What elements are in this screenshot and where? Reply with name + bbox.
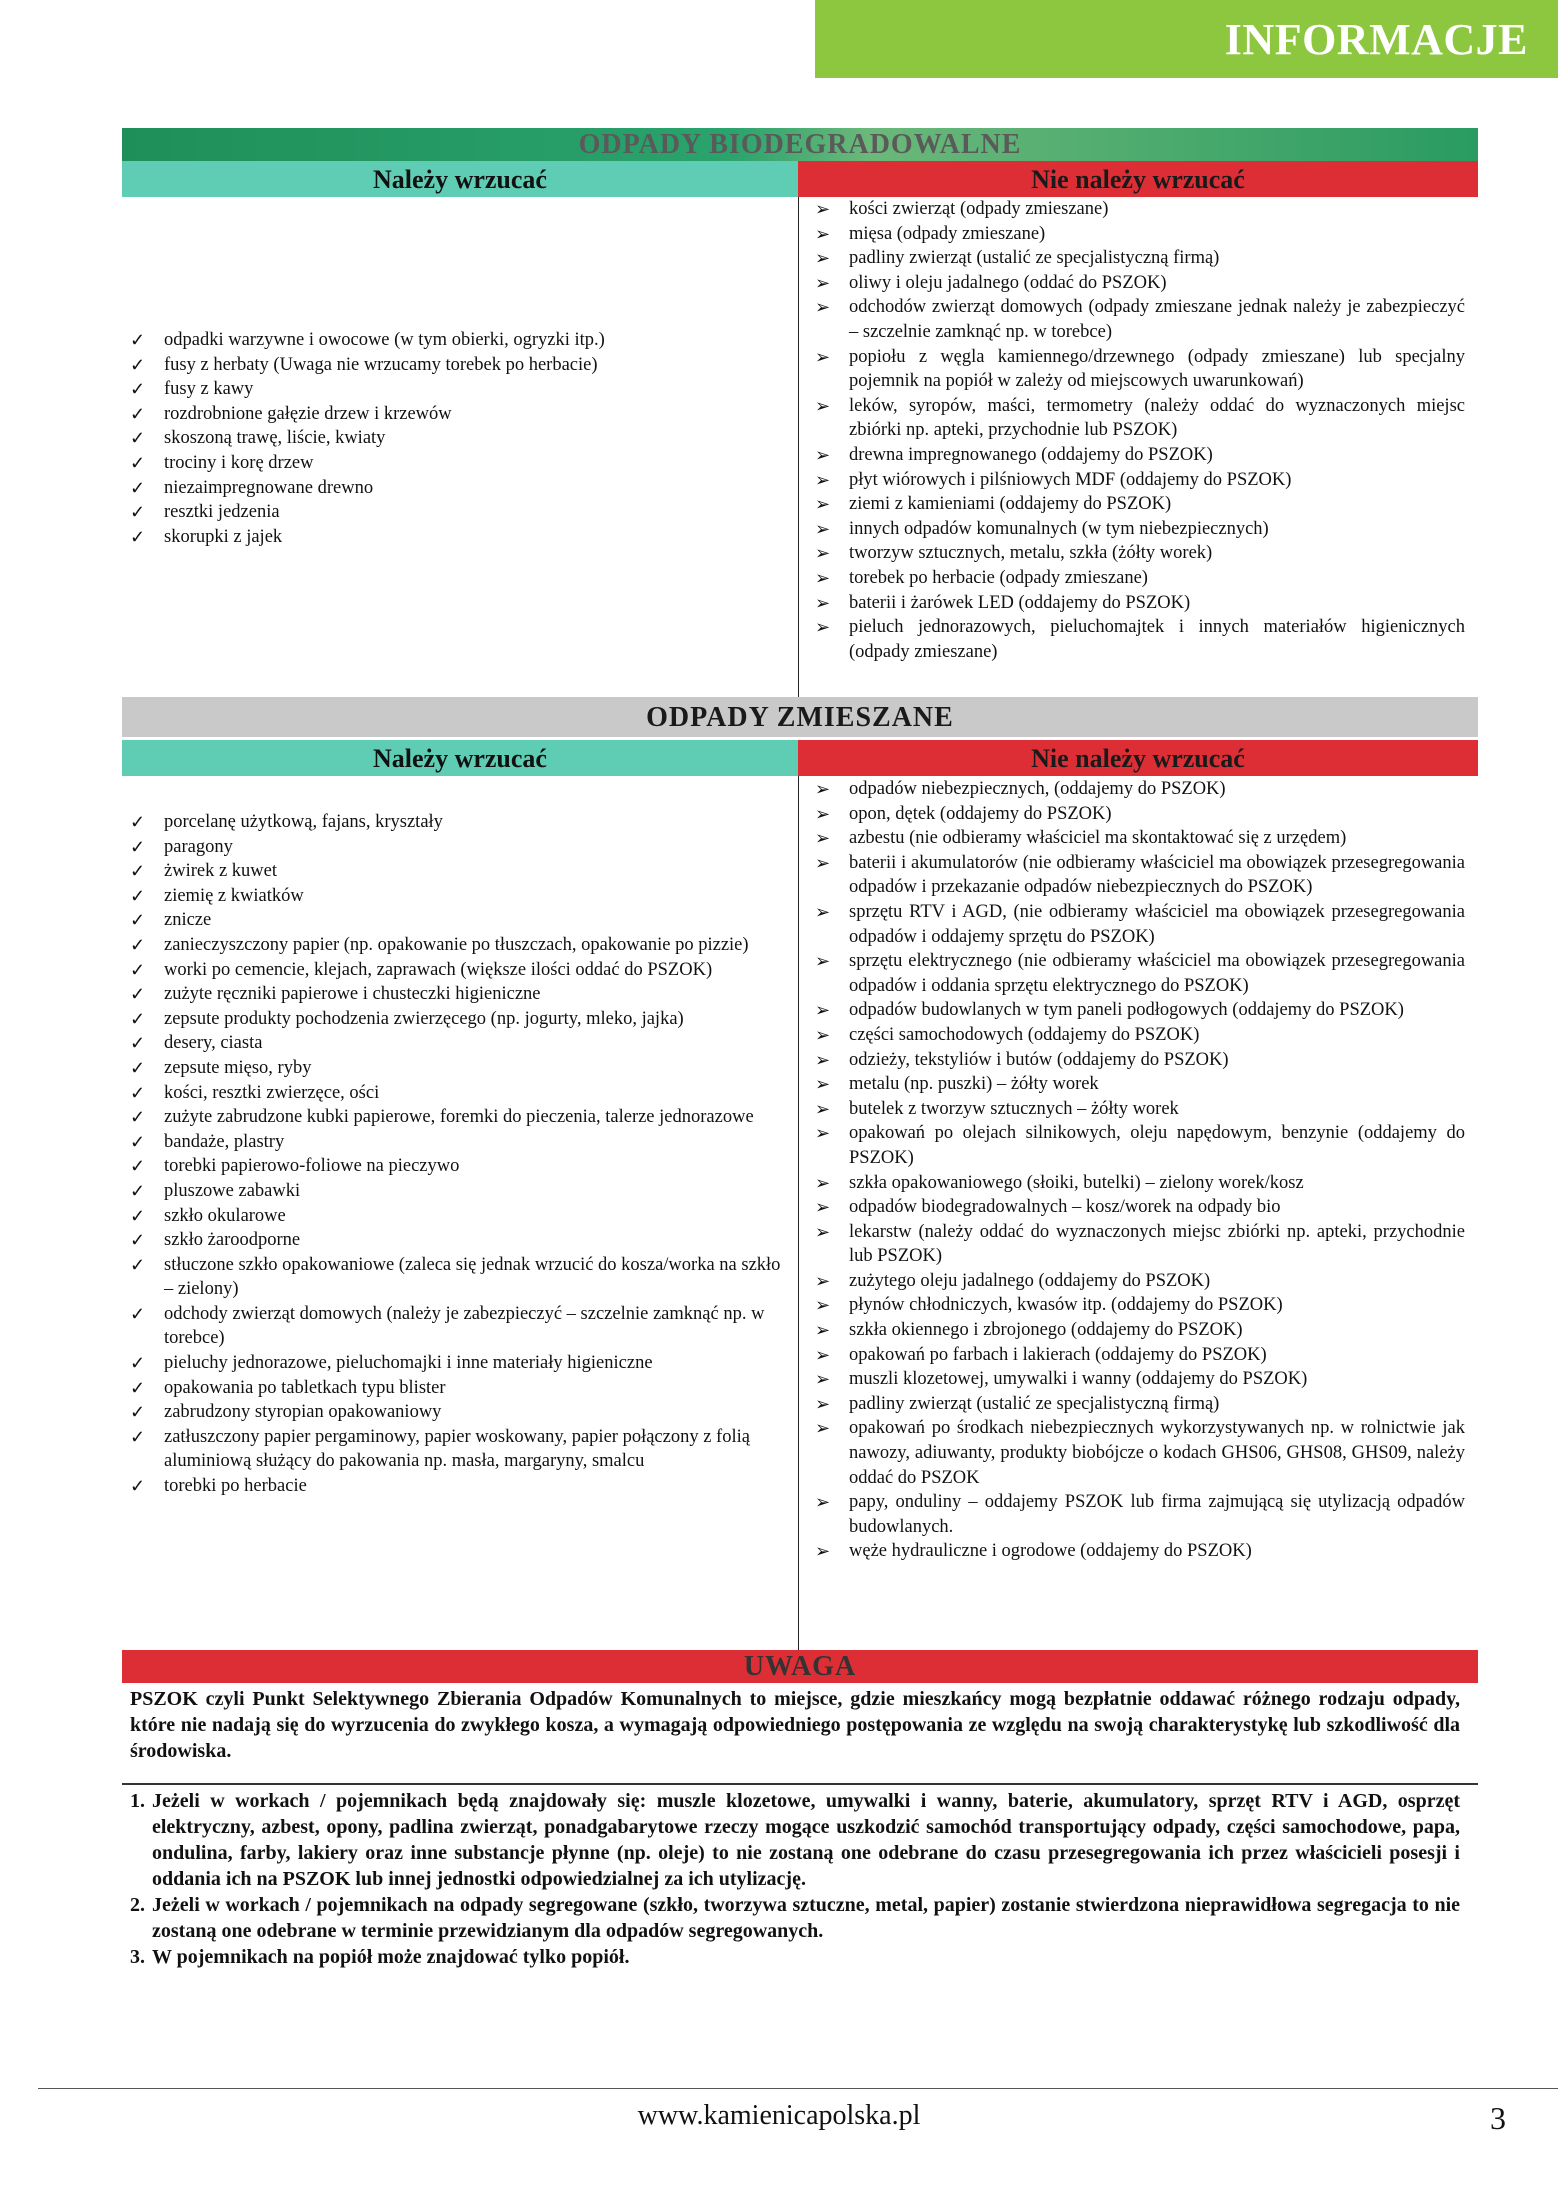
list-item-text: metalu (np. puszki) – żółty worek bbox=[849, 1074, 1099, 1095]
check-mark-icon: ✓ bbox=[130, 379, 146, 400]
list-item-text: płyt wiórowych i pilśniowych MDF (oddajemy do PSZOK) bbox=[849, 469, 1292, 490]
list-item-text: odpadki warzywne i owocowe (w tym obierki, ogryzki itp.) bbox=[164, 330, 605, 350]
arrow-head-icon: ➢ bbox=[815, 1320, 831, 1341]
list-item bbox=[130, 1007, 785, 1032]
list-item-text: odchody zwierząt domowych (należy je zabezpieczyć – szczelnie zamknąć np. w torebce) bbox=[164, 1303, 765, 1349]
list-item-text: odpadów biodegradowalnych – kosz/worek na odpady bio bbox=[849, 1197, 1281, 1218]
list-item-text: szkła opakowaniowego (słoiki, butelki) – zielony worek/kosz bbox=[849, 1172, 1304, 1193]
list-item-text: skoszoną trawę, liście, kwiaty bbox=[164, 428, 386, 449]
check-mark-icon: ✓ bbox=[130, 885, 146, 906]
arrow-head-icon: ➢ bbox=[815, 592, 831, 613]
list-item bbox=[815, 1220, 1465, 1269]
arrow-head-icon: ➢ bbox=[815, 617, 831, 638]
footer-divider bbox=[38, 2088, 1558, 2089]
arrow-head-icon: ➢ bbox=[815, 1270, 831, 1291]
uwaga-title: UWAGA bbox=[122, 1650, 1478, 1683]
list-item-text: szkła okiennego i zbrojonego (oddajemy do PSZOK) bbox=[849, 1320, 1243, 1341]
list-item bbox=[815, 591, 1465, 616]
list-item bbox=[815, 1171, 1465, 1196]
list-item bbox=[130, 500, 785, 525]
list-item bbox=[130, 1204, 785, 1229]
arrow-head-icon: ➢ bbox=[815, 494, 831, 515]
note-text: W pojemnikach na popiół może znajdować tylko popiół. bbox=[152, 1946, 630, 1968]
arrow-head-icon: ➢ bbox=[815, 543, 831, 564]
check-mark-icon: ✓ bbox=[130, 428, 146, 449]
list-item bbox=[130, 1474, 785, 1499]
check-mark-icon: ✓ bbox=[130, 526, 146, 547]
list-item bbox=[130, 835, 785, 860]
arrow-head-icon: ➢ bbox=[815, 1123, 831, 1144]
arrow-head-icon: ➢ bbox=[815, 1197, 831, 1218]
arrow-head-icon: ➢ bbox=[815, 1000, 831, 1021]
check-mark-icon: ✓ bbox=[130, 934, 146, 955]
arrow-head-icon: ➢ bbox=[815, 272, 831, 293]
list-item bbox=[130, 1105, 785, 1130]
list-item-text: szkło okularowe bbox=[164, 1205, 286, 1226]
note-text: Jeżeli w workach / pojemnikach na odpady segregowane (szkło, tworzywa sztuczne, metal, papier) zostanie stwierdzona nieprawidłowa segregacja to nie zostaną one odebrane w terminie przewidzianym dla odpadów segregowanych. bbox=[152, 1894, 1460, 1942]
list-item-text: lekarstw (należy oddać do wyznaczonych miejsc zbiórki np. apteki, przychodnie lub PSZOK) bbox=[849, 1221, 1465, 1267]
list-item bbox=[130, 525, 785, 550]
check-mark-icon: ✓ bbox=[130, 1303, 146, 1324]
list-item-text: trociny i korę drzew bbox=[164, 452, 314, 473]
list-item-text: odpadów budowlanych w tym paneli podłogowych (oddajemy do PSZOK) bbox=[849, 1000, 1404, 1021]
list-item-text: opakowania po tabletkach typu blister bbox=[164, 1377, 446, 1398]
divider bbox=[122, 1783, 1478, 1785]
list-item bbox=[815, 615, 1465, 664]
check-mark-icon: ✓ bbox=[130, 1107, 146, 1128]
mixed-forbidden-heading: Nie należy wrzucać bbox=[798, 740, 1478, 776]
list-item-text: ziemi z kamieniami (oddajemy do PSZOK) bbox=[849, 494, 1172, 515]
list-item bbox=[130, 1253, 785, 1302]
list-item bbox=[130, 958, 785, 983]
list-item bbox=[130, 426, 785, 451]
check-mark-icon: ✓ bbox=[130, 1156, 146, 1177]
bio-allowed-heading: Należy wrzucać bbox=[122, 161, 798, 197]
list-item-text: pieluchy jednorazowe, pieluchomajki i inne materiały higieniczne bbox=[164, 1353, 653, 1374]
list-item bbox=[130, 908, 785, 933]
list-item bbox=[130, 451, 785, 476]
list-item-text: zużytego oleju jadalnego (oddajemy do PSZOK) bbox=[849, 1270, 1211, 1291]
arrow-head-icon: ➢ bbox=[815, 444, 831, 465]
note-number: 3. bbox=[130, 1946, 145, 1968]
check-mark-icon: ✓ bbox=[130, 1082, 146, 1103]
check-mark-icon: ✓ bbox=[130, 812, 146, 832]
list-item-text: fusy z kawy bbox=[164, 379, 254, 400]
check-mark-icon: ✓ bbox=[130, 836, 146, 857]
arrow-head-icon: ➢ bbox=[815, 803, 831, 824]
note-item bbox=[130, 1788, 1460, 1892]
list-item-text: pluszowe zabawki bbox=[164, 1180, 301, 1201]
list-item-text: zużyte ręczniki papierowe i chusteczki higieniczne bbox=[164, 984, 541, 1005]
bio-allowed-list bbox=[130, 328, 785, 549]
list-item bbox=[130, 859, 785, 884]
list-item-text: zepsute mięso, ryby bbox=[164, 1057, 312, 1078]
footer-url[interactable]: www.kamienicapolska.pl bbox=[637, 2100, 921, 2131]
list-item bbox=[815, 1097, 1465, 1122]
list-item-text: baterii i żarówek LED (oddajemy do PSZOK) bbox=[849, 592, 1191, 613]
list-item bbox=[815, 1539, 1465, 1564]
arrow-head-icon: ➢ bbox=[815, 1098, 831, 1119]
list-item-text: zepsute produkty pochodzenia zwierzęcego (np. jogurty, mleko, jajka) bbox=[164, 1008, 684, 1029]
list-item bbox=[815, 1416, 1465, 1490]
list-item-text: opakowań po farbach i lakierach (oddajemy do PSZOK) bbox=[849, 1344, 1267, 1365]
arrow-head-icon: ➢ bbox=[815, 901, 831, 922]
list-item bbox=[815, 222, 1465, 247]
list-item-text: leków, syropów, maści, termometry (należy oddać do wyznaczonych miejsc zbiórki np. apteki, przychodnie lub PSZOK) bbox=[849, 395, 1465, 441]
list-item bbox=[130, 810, 785, 835]
page-number: 3 bbox=[1490, 2100, 1506, 2136]
list-item bbox=[130, 1130, 785, 1155]
check-mark-icon: ✓ bbox=[130, 910, 146, 931]
list-item bbox=[815, 443, 1465, 468]
list-item-text: sprzętu RTV i AGD, (nie odbieramy właściciel ma obowiązek przesegregowania odpadów i oddajemy sprzętu do PSZOK) bbox=[849, 901, 1465, 947]
list-item-text: płynów chłodniczych, kwasów itp. (oddajemy do PSZOK) bbox=[849, 1295, 1283, 1316]
list-item bbox=[130, 1179, 785, 1204]
arrow-head-icon: ➢ bbox=[815, 469, 831, 490]
check-mark-icon: ✓ bbox=[130, 1426, 146, 1447]
list-item-text: worki po cemencie, klejach, zaprawach (większe ilości oddać do PSZOK) bbox=[164, 959, 713, 980]
arrow-head-icon: ➢ bbox=[815, 1049, 831, 1070]
check-mark-icon: ✓ bbox=[130, 502, 146, 523]
list-item bbox=[130, 1302, 785, 1351]
list-item-text: torebki po herbacie bbox=[164, 1476, 307, 1497]
list-item bbox=[815, 851, 1465, 900]
list-item bbox=[130, 884, 785, 909]
list-item bbox=[130, 1400, 785, 1425]
list-item-text: rozdrobnione gałęzie drzew i krzewów bbox=[164, 403, 452, 424]
check-mark-icon: ✓ bbox=[130, 1008, 146, 1029]
check-mark-icon: ✓ bbox=[130, 403, 146, 424]
arrow-head-icon: ➢ bbox=[815, 1418, 831, 1439]
list-item bbox=[130, 353, 785, 378]
list-item-text: odzieży, tekstyliów i butów (oddajemy do PSZOK) bbox=[849, 1049, 1229, 1070]
arrow-head-icon: ➢ bbox=[815, 1024, 831, 1045]
info-badge: INFORMACJE bbox=[815, 0, 1558, 78]
list-item-text: żwirek z kuwet bbox=[164, 861, 278, 882]
list-item bbox=[815, 949, 1465, 998]
list-item-text: odchodów zwierząt domowych (odpady zmieszane jednak należy je zabezpieczyć – szczelnie zamknąć np. w torebce) bbox=[849, 297, 1465, 342]
list-item-text: tworzyw sztucznych, metalu, szkła (żółty worek) bbox=[849, 543, 1213, 564]
list-item-text: opakowań po środkach niebezpiecznych wykorzystywanych np. w rolnictwie jak nawozy, adiuwanty, produkty biobójcze o kodach GHS06, GHS08, GHS09, należy oddać do PSZOK bbox=[849, 1418, 1465, 1488]
arrow-head-icon: ➢ bbox=[815, 1074, 831, 1095]
list-item bbox=[815, 900, 1465, 949]
arrow-head-icon: ➢ bbox=[815, 1541, 831, 1562]
list-item bbox=[815, 1072, 1465, 1097]
check-mark-icon: ✓ bbox=[130, 330, 146, 350]
list-item bbox=[815, 1343, 1465, 1368]
list-item bbox=[130, 933, 785, 958]
list-item-text: opakowań po olejach silnikowych, oleju napędowym, benzynie (oddajemy do PSZOK) bbox=[849, 1123, 1465, 1168]
list-item-text: odpadów niebezpiecznych, (oddajemy do PSZOK) bbox=[849, 779, 1226, 799]
list-item bbox=[815, 1048, 1465, 1073]
mixed-section-title: ODPADY ZMIESZANE bbox=[122, 697, 1478, 737]
list-item-text: pieluch jednorazowych, pieluchomajtek i innych materiałów higienicznych (odpady zmieszane) bbox=[849, 617, 1465, 662]
list-item bbox=[815, 492, 1465, 517]
bio-section-title: ODPADY BIODEGRADOWALNE bbox=[122, 128, 1478, 161]
list-item bbox=[130, 1425, 785, 1474]
check-mark-icon: ✓ bbox=[130, 1033, 146, 1054]
list-item bbox=[815, 345, 1465, 394]
list-item bbox=[815, 541, 1465, 566]
list-item-text: papy, onduliny – oddajemy PSZOK lub firma zajmującą się utylizacją odpadów budowlanych. bbox=[849, 1492, 1465, 1537]
note-item bbox=[130, 1944, 1460, 1970]
arrow-head-icon: ➢ bbox=[815, 1369, 831, 1390]
check-mark-icon: ✓ bbox=[130, 1131, 146, 1152]
list-item-text: padliny zwierząt (ustalić ze specjalistyczną firmą) bbox=[849, 1393, 1220, 1414]
arrow-head-icon: ➢ bbox=[815, 852, 831, 873]
list-item bbox=[815, 246, 1465, 271]
list-item bbox=[815, 998, 1465, 1023]
list-item-text: zużyte zabrudzone kubki papierowe, foremki do pieczenia, talerze jednorazowe bbox=[164, 1107, 754, 1128]
arrow-head-icon: ➢ bbox=[815, 1172, 831, 1193]
list-item bbox=[815, 1269, 1465, 1294]
arrow-head-icon: ➢ bbox=[815, 1393, 831, 1414]
check-mark-icon: ✓ bbox=[130, 452, 146, 473]
list-item bbox=[815, 1195, 1465, 1220]
list-item bbox=[130, 1056, 785, 1081]
arrow-head-icon: ➢ bbox=[815, 1344, 831, 1365]
list-item bbox=[815, 1367, 1465, 1392]
list-item bbox=[130, 982, 785, 1007]
check-mark-icon: ✓ bbox=[130, 1402, 146, 1423]
arrow-head-icon: ➢ bbox=[815, 828, 831, 849]
list-item-text: ziemię z kwiatków bbox=[164, 885, 304, 906]
arrow-head-icon: ➢ bbox=[815, 1492, 831, 1513]
list-item-text: torebek po herbacie (odpady zmieszane) bbox=[849, 567, 1148, 588]
list-item-text: resztki jedzenia bbox=[164, 502, 280, 523]
list-item-text: muszli klozetowej, umywalki i wanny (oddajemy do PSZOK) bbox=[849, 1369, 1308, 1390]
list-item bbox=[130, 328, 785, 353]
list-item-text: fusy z herbaty (Uwaga nie wrzucamy torebek po herbacie) bbox=[164, 354, 598, 375]
list-item bbox=[815, 197, 1465, 222]
mixed-column-divider bbox=[798, 776, 799, 1650]
list-item bbox=[815, 802, 1465, 827]
list-item-text: oliwy i oleju jadalnego (oddać do PSZOK) bbox=[849, 272, 1167, 293]
list-item bbox=[815, 777, 1465, 802]
list-item bbox=[815, 1023, 1465, 1048]
list-item-text: zanieczyszczony papier (np. opakowanie po tłuszczach, opakowanie po pizzie) bbox=[164, 934, 749, 955]
list-item-text: porcelanę użytkową, fajans, kryształy bbox=[164, 812, 443, 832]
arrow-head-icon: ➢ bbox=[815, 223, 831, 244]
arrow-head-icon: ➢ bbox=[815, 248, 831, 269]
list-item bbox=[130, 402, 785, 427]
bio-forbidden-list bbox=[815, 197, 1465, 664]
list-item bbox=[815, 1392, 1465, 1417]
bio-forbidden-heading: Nie należy wrzucać bbox=[798, 161, 1478, 197]
arrow-head-icon: ➢ bbox=[815, 1295, 831, 1316]
list-item-text: padliny zwierząt (ustalić ze specjalistyczną firmą) bbox=[849, 248, 1220, 269]
check-mark-icon: ✓ bbox=[130, 1205, 146, 1226]
list-item-text: popiołu z węgla kamiennego/drzewnego (odpady zmieszane) lub specjalny pojemnik na popiół w zależy od miejscowych uwarunkowań) bbox=[849, 346, 1465, 392]
list-item bbox=[815, 1318, 1465, 1343]
check-mark-icon: ✓ bbox=[130, 1057, 146, 1078]
bio-column-divider bbox=[798, 197, 799, 697]
mixed-forbidden-list bbox=[815, 777, 1465, 1564]
list-item bbox=[130, 377, 785, 402]
check-mark-icon: ✓ bbox=[130, 1180, 146, 1201]
check-mark-icon: ✓ bbox=[130, 1230, 146, 1251]
list-item-text: desery, ciasta bbox=[164, 1033, 263, 1054]
check-mark-icon: ✓ bbox=[130, 477, 146, 498]
list-item-text: butelek z tworzyw sztucznych – żółty worek bbox=[849, 1098, 1179, 1119]
list-item-text: znicze bbox=[164, 910, 212, 931]
list-item bbox=[130, 1351, 785, 1376]
note-item bbox=[130, 1892, 1460, 1944]
list-item bbox=[815, 1490, 1465, 1539]
list-item-text: zabrudzony styropian opakowaniowy bbox=[164, 1402, 442, 1423]
check-mark-icon: ✓ bbox=[130, 861, 146, 882]
notes-list bbox=[130, 1788, 1460, 1970]
list-item bbox=[815, 394, 1465, 443]
list-item bbox=[815, 1293, 1465, 1318]
arrow-head-icon: ➢ bbox=[815, 199, 831, 219]
list-item-text: zatłuszczony papier pergaminowy, papier woskowany, papier połączony z folią aluminiową służący do pakowania np. masła, margaryny, smalcu bbox=[164, 1426, 750, 1472]
arrow-head-icon: ➢ bbox=[815, 297, 831, 318]
check-mark-icon: ✓ bbox=[130, 959, 146, 980]
list-item bbox=[130, 1154, 785, 1179]
list-item-text: części samochodowych (oddajemy do PSZOK) bbox=[849, 1024, 1200, 1045]
list-item-text: paragony bbox=[164, 836, 233, 857]
list-item bbox=[130, 1031, 785, 1056]
list-item-text: kości, resztki zwierzęce, ości bbox=[164, 1082, 380, 1103]
arrow-head-icon: ➢ bbox=[815, 518, 831, 539]
check-mark-icon: ✓ bbox=[130, 354, 146, 375]
list-item-text: stłuczone szkło opakowaniowe (zaleca się jednak wrzucić do kosza/worka na szkło – zielony) bbox=[164, 1254, 781, 1300]
list-item bbox=[815, 566, 1465, 591]
note-number: 1. bbox=[130, 1790, 145, 1812]
list-item-text: szkło żaroodporne bbox=[164, 1230, 301, 1251]
arrow-head-icon: ➢ bbox=[815, 779, 831, 799]
list-item bbox=[130, 1081, 785, 1106]
list-item bbox=[815, 826, 1465, 851]
list-item-text: bandaże, plastry bbox=[164, 1131, 285, 1152]
list-item-text: skorupki z jajek bbox=[164, 526, 283, 547]
mixed-allowed-heading: Należy wrzucać bbox=[122, 740, 798, 776]
note-number: 2. bbox=[130, 1894, 145, 1916]
check-mark-icon: ✓ bbox=[130, 984, 146, 1005]
check-mark-icon: ✓ bbox=[130, 1254, 146, 1275]
arrow-head-icon: ➢ bbox=[815, 567, 831, 588]
arrow-head-icon: ➢ bbox=[815, 951, 831, 972]
check-mark-icon: ✓ bbox=[130, 1353, 146, 1374]
arrow-head-icon: ➢ bbox=[815, 1221, 831, 1242]
list-item-text: opon, dętek (oddajemy do PSZOK) bbox=[849, 803, 1112, 824]
uwaga-text: PSZOK czyli Punkt Selektywnego Zbierania Odpadów Komunalnych to miejsce, gdzie mieszkańcy mogą bezpłatnie oddawać różnego rodzaju odpady, które nie nadają się do wyrzucenia do zwykłego kosza, a wymagają odpowiedniego postępowania ze względu na swoją charakterystykę lub szkodliwość dla środowiska. bbox=[130, 1688, 1460, 1762]
list-item bbox=[815, 517, 1465, 542]
mixed-allowed-list bbox=[130, 810, 785, 1499]
arrow-head-icon: ➢ bbox=[815, 346, 831, 367]
list-item-text: innych odpadów komunalnych (w tym niebezpiecznych) bbox=[849, 518, 1269, 539]
check-mark-icon: ✓ bbox=[130, 1377, 146, 1398]
arrow-head-icon: ➢ bbox=[815, 395, 831, 416]
list-item-text: torebki papierowo-foliowe na pieczywo bbox=[164, 1156, 460, 1177]
list-item-text: baterii i akumulatorów (nie odbieramy właściciel ma obowiązek przesegregowania odpadów i przekazanie odpadów niebezpiecznych do PSZOK) bbox=[849, 852, 1465, 898]
list-item bbox=[130, 1228, 785, 1253]
list-item-text: sprzętu elektrycznego (nie odbieramy właściciel ma obowiązek przesegregowania odpadów i oddania sprzętu elektrycznego do PSZOK) bbox=[849, 951, 1465, 996]
list-item-text: mięsa (odpady zmieszane) bbox=[849, 223, 1046, 244]
list-item bbox=[815, 1121, 1465, 1170]
check-mark-icon: ✓ bbox=[130, 1476, 146, 1497]
list-item bbox=[130, 476, 785, 501]
list-item-text: azbestu (nie odbieramy właściciel ma skontaktować się z urzędem) bbox=[849, 828, 1347, 849]
list-item-text: węże hydrauliczne i ogrodowe (oddajemy do PSZOK) bbox=[849, 1541, 1252, 1562]
list-item-text: niezaimpregnowane drewno bbox=[164, 477, 374, 498]
list-item-text: drewna impregnowanego (oddajemy do PSZOK) bbox=[849, 444, 1213, 465]
list-item-text: kości zwierząt (odpady zmieszane) bbox=[849, 199, 1109, 219]
note-text: Jeżeli w workach / pojemnikach będą znajdowały się: muszle klozetowe, umywalki i wanny, baterie, akumulatory, sprzęt RTV i AGD, osprzęt elektryczny, azbest, opony, padlina zwierząt, ponadgabarytowe rzeczy mogące uszkodzić samochód transportujący odpady, części samochodowe, papa, ondulina, farby, lakiery oraz inne substancje płynne (np. oleje) to nie zostaną one odebrane do czasu przesegregowania ich przez właścicieli posesji i oddania ich na PSZOK lub innej jednostki odpowiedzialnej za ich utylizację. bbox=[152, 1790, 1460, 1890]
list-item bbox=[815, 271, 1465, 296]
list-item bbox=[815, 468, 1465, 493]
list-item bbox=[815, 295, 1465, 344]
list-item bbox=[130, 1376, 785, 1401]
